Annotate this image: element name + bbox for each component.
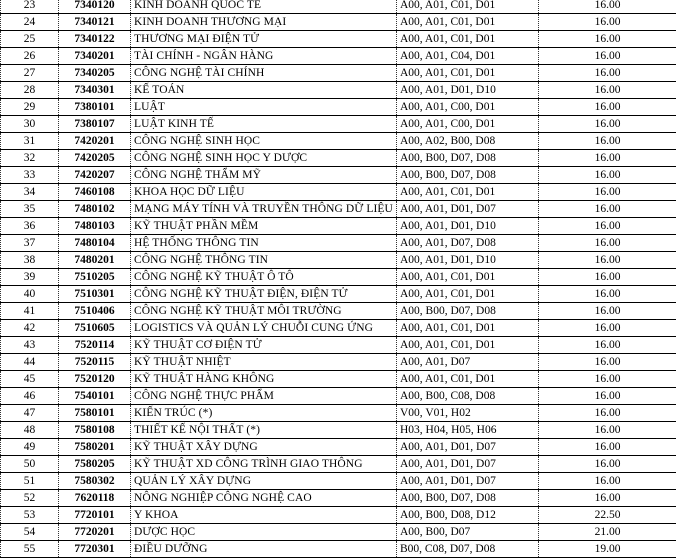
program-code: 7510605 [59,320,131,337]
subject-combinations: A00, A01, C01, D01 [397,320,539,337]
program-code: 7420207 [59,167,131,184]
row-number: 42 [1,320,59,337]
table-row [1,422,676,439]
program-name: KHOA HỌC DỮ LIỆU [131,184,397,201]
subject-combinations: A00, A01, D01, D07 [397,201,539,218]
program-name: CÔNG NGHỆ SINH HỌC Y DƯỢC [131,150,397,167]
program-code: 7380101 [59,99,131,116]
subject-combinations: A00, A01, C01, D01 [397,0,539,14]
benchmark-score: 19.00 [539,541,676,558]
row-number: 38 [1,252,59,269]
program-code: 7580205 [59,456,131,473]
subject-combinations: A00, A01, C01, D01 [397,31,539,48]
table-row [1,65,676,82]
program-code: 7340120 [59,0,131,14]
program-code: 7380107 [59,116,131,133]
program-name: CÔNG NGHỆ KỸ THUẬT Ô TÔ [131,269,397,286]
table-row [1,388,676,405]
subject-combinations: A00, B00, D08, D12 [397,507,539,524]
row-number: 53 [1,507,59,524]
program-name: KINH DOANH THƯƠNG MẠI [131,14,397,31]
row-number: 55 [1,541,59,558]
table-row [1,320,676,337]
row-number: 30 [1,116,59,133]
benchmark-score: 16.00 [539,116,676,133]
program-name: KINH DOANH QUỐC TẾ [131,0,397,14]
program-name: KỸ THUẬT HÀNG KHÔNG [131,371,397,388]
subject-combinations: A00, A01, C00, D01 [397,99,539,116]
program-code: 7520115 [59,354,131,371]
program-code: 7580201 [59,439,131,456]
subject-combinations: A00, A01, C01, D01 [397,337,539,354]
table-row [1,439,676,456]
table-row [1,269,676,286]
benchmark-score: 16.00 [539,337,676,354]
table-row [1,337,676,354]
subject-combinations: B00, C08, D07, D08 [397,541,539,558]
program-code: 7420205 [59,150,131,167]
table-row [1,167,676,184]
subject-combinations: V00, V01, H02 [397,405,539,422]
table-row [1,541,676,558]
subject-combinations: A00, A01, D01, D10 [397,252,539,269]
benchmark-score: 16.00 [539,99,676,116]
program-code: 7480102 [59,201,131,218]
program-name: MẠNG MÁY TÍNH VÀ TRUYỀN THÔNG DỮ LIỆU [131,201,397,218]
program-code: 7340121 [59,14,131,31]
program-name: CÔNG NGHỆ KỸ THUẬT MÔI TRƯỜNG [131,303,397,320]
row-number: 52 [1,490,59,507]
subject-combinations: A00, B00, D07, D08 [397,303,539,320]
program-code: 7540101 [59,388,131,405]
table-row [1,303,676,320]
row-number: 32 [1,150,59,167]
row-number: 33 [1,167,59,184]
table-row [1,201,676,218]
program-name: KỸ THUẬT CƠ ĐIỆN TỬ [131,337,397,354]
program-name: LUẬT [131,99,397,116]
benchmark-score: 16.00 [539,252,676,269]
table-row [1,405,676,422]
table-row [1,507,676,524]
program-code: 7580302 [59,473,131,490]
subject-combinations: A00, B00, D07, D08 [397,167,539,184]
program-name: CÔNG NGHỆ SINH HỌC [131,133,397,150]
row-number: 39 [1,269,59,286]
table-row [1,524,676,541]
subject-combinations: A00, A01, D01, D07 [397,473,539,490]
program-name: CÔNG NGHỆ THỰC PHẨM [131,388,397,405]
benchmark-score: 16.00 [539,82,676,99]
benchmark-score: 16.00 [539,456,676,473]
program-name: THIẾT KẾ NỘI THẤT (*) [131,422,397,439]
table-body [1,0,676,558]
program-code: 7420201 [59,133,131,150]
row-number: 46 [1,388,59,405]
table-row [1,48,676,65]
table-row [1,0,676,14]
subject-combinations: A00, A01, C01, D01 [397,184,539,201]
row-number: 26 [1,48,59,65]
benchmark-score: 21.00 [539,524,676,541]
program-name: TÀI CHÍNH - NGÂN HÀNG [131,48,397,65]
program-code: 7720201 [59,524,131,541]
row-number: 44 [1,354,59,371]
program-code: 7720101 [59,507,131,524]
program-code: 7480104 [59,235,131,252]
benchmark-score: 16.00 [539,286,676,303]
program-name: KỸ THUẬT XÂY DỰNG [131,439,397,456]
table-row [1,473,676,490]
row-number: 45 [1,371,59,388]
row-number: 49 [1,439,59,456]
program-code: 7510406 [59,303,131,320]
subject-combinations: A00, A01, C01, D01 [397,286,539,303]
row-number: 51 [1,473,59,490]
program-name: KẾ TOÁN [131,82,397,99]
program-code: 7480201 [59,252,131,269]
table-row [1,456,676,473]
program-name: KIẾN TRÚC (*) [131,405,397,422]
program-code: 7340201 [59,48,131,65]
subject-combinations: A00, A01, D01, D10 [397,218,539,235]
benchmark-score: 16.00 [539,269,676,286]
benchmark-score: 16.00 [539,354,676,371]
row-number: 47 [1,405,59,422]
row-number: 43 [1,337,59,354]
subject-combinations: A00, B00, D07, D08 [397,490,539,507]
subject-combinations: A00, A01, D07, D08 [397,235,539,252]
program-name: HỆ THỐNG THÔNG TIN [131,235,397,252]
subject-combinations: A00, A01, D07 [397,354,539,371]
row-number: 24 [1,14,59,31]
program-code: 7620118 [59,490,131,507]
table-row [1,99,676,116]
program-code: 7510301 [59,286,131,303]
row-number: 41 [1,303,59,320]
benchmark-score: 16.00 [539,422,676,439]
benchmark-score: 16.00 [539,184,676,201]
benchmark-score: 16.00 [539,0,676,14]
program-name: CÔNG NGHỆ KỸ THUẬT ĐIỆN, ĐIỆN TỬ [131,286,397,303]
benchmark-score: 16.00 [539,235,676,252]
program-code: 7520120 [59,371,131,388]
benchmark-score: 16.00 [539,167,676,184]
table-row [1,82,676,99]
row-number: 37 [1,235,59,252]
row-number: 27 [1,65,59,82]
program-name: CÔNG NGHỆ TÀI CHÍNH [131,65,397,82]
benchmark-score: 16.00 [539,48,676,65]
subject-combinations: A00, A01, C04, D01 [397,48,539,65]
benchmark-score: 16.00 [539,473,676,490]
subject-combinations: A00, A01, D01, D07 [397,439,539,456]
program-name: KỸ THUẬT XD CÔNG TRÌNH GIAO THÔNG [131,456,397,473]
subject-combinations: A00, A01, C01, D01 [397,371,539,388]
table-row [1,14,676,31]
benchmark-score: 16.00 [539,31,676,48]
program-name: KỸ THUẬT NHIỆT [131,354,397,371]
row-number: 28 [1,82,59,99]
subject-combinations: A00, B00, D07, D08 [397,150,539,167]
program-name: LOGISTICS VÀ QUẢN LÝ CHUỖI CUNG ỨNG [131,320,397,337]
benchmark-score: 16.00 [539,320,676,337]
subject-combinations: A00, A02, B00, D08 [397,133,539,150]
table-row [1,116,676,133]
program-name: DƯỢC HỌC [131,524,397,541]
subject-combinations: A00, B00, C08, D08 [397,388,539,405]
table-row [1,150,676,167]
benchmark-score: 16.00 [539,490,676,507]
program-code: 7580108 [59,422,131,439]
table-row [1,184,676,201]
subject-combinations: A00, A01, D01, D10 [397,82,539,99]
subject-combinations: A00, A01, C01, D01 [397,65,539,82]
program-code: 7480103 [59,218,131,235]
program-name: THƯƠNG MẠI ĐIỆN TỬ [131,31,397,48]
program-code: 7720301 [59,541,131,558]
program-code: 7340122 [59,31,131,48]
benchmark-score: 16.00 [539,439,676,456]
program-name: KỸ THUẬT PHẦN MỀM [131,218,397,235]
benchmark-score: 16.00 [539,218,676,235]
program-code: 7580101 [59,405,131,422]
program-name: CÔNG NGHỆ THÔNG TIN [131,252,397,269]
table-row [1,490,676,507]
subject-combinations: A00, A01, C01, D01 [397,14,539,31]
row-number: 29 [1,99,59,116]
program-code: 7510205 [59,269,131,286]
table-row [1,133,676,150]
row-number: 23 [1,0,59,14]
subject-combinations: A00, A01, C00, D01 [397,116,539,133]
table-row [1,252,676,269]
program-name: Y KHOA [131,507,397,524]
row-number: 36 [1,218,59,235]
benchmark-score: 16.00 [539,150,676,167]
subject-combinations: A00, A01, C01, D01 [397,269,539,286]
benchmark-score: 16.00 [539,388,676,405]
table-row [1,354,676,371]
row-number: 25 [1,31,59,48]
benchmark-score: 22.50 [539,507,676,524]
program-name: ĐIỀU DƯỠNG [131,541,397,558]
benchmark-score: 16.00 [539,303,676,320]
table-row [1,286,676,303]
program-name: NÔNG NGHIỆP CÔNG NGHỆ CAO [131,490,397,507]
subject-combinations: A00, A01, D01, D07 [397,456,539,473]
benchmark-score: 16.00 [539,201,676,218]
table-row [1,235,676,252]
row-number: 35 [1,201,59,218]
subject-combinations: H03, H04, H05, H06 [397,422,539,439]
program-code: 7340205 [59,65,131,82]
benchmark-score: 16.00 [539,371,676,388]
program-name: CÔNG NGHỆ THẨM MỸ [131,167,397,184]
row-number: 50 [1,456,59,473]
program-name: LUẬT KINH TẾ [131,116,397,133]
row-number: 31 [1,133,59,150]
subject-combinations: A00, B00, D07 [397,524,539,541]
program-code: 7520114 [59,337,131,354]
benchmark-score: 16.00 [539,14,676,31]
table-row [1,218,676,235]
table-row [1,371,676,388]
program-code: 7460108 [59,184,131,201]
table-row [1,31,676,48]
benchmark-score: 16.00 [539,65,676,82]
program-name: QUẢN LÝ XÂY DỰNG [131,473,397,490]
benchmark-score: 16.00 [539,405,676,422]
row-number: 34 [1,184,59,201]
row-number: 40 [1,286,59,303]
program-code: 7340301 [59,82,131,99]
benchmark-score: 16.00 [539,133,676,150]
row-number: 54 [1,524,59,541]
row-number: 48 [1,422,59,439]
